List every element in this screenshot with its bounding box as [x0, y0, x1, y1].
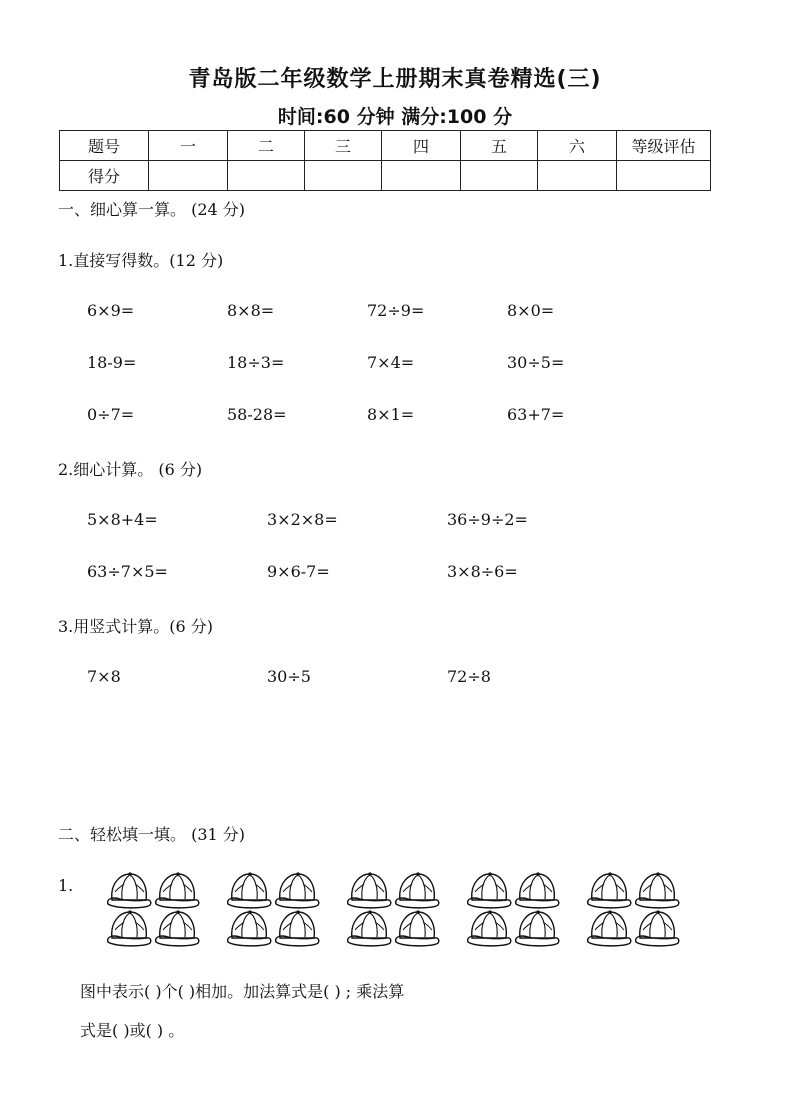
- cap-icon: [396, 910, 439, 945]
- problem: 7×8: [87, 667, 121, 686]
- score-cell[interactable]: [617, 161, 711, 191]
- table-cell: 题号: [60, 131, 149, 161]
- cap-icon: [636, 872, 679, 907]
- cap-group: [104, 870, 208, 950]
- cap-group: [584, 870, 688, 950]
- problem: 36÷9÷2=: [447, 510, 528, 529]
- problem: 30÷5=: [507, 353, 565, 372]
- cap-icon: [348, 872, 391, 907]
- problem: 8×8=: [227, 301, 275, 320]
- table-cell: 得分: [60, 161, 149, 191]
- table-cell: 四: [382, 131, 461, 161]
- cap-icon: [276, 872, 319, 907]
- problem: 63+7=: [507, 405, 565, 424]
- cap-icon: [636, 910, 679, 945]
- problem: 8×1=: [367, 405, 415, 424]
- cap-icon: [228, 910, 271, 945]
- cap-group: [464, 870, 568, 950]
- problem: 63÷7×5=: [87, 562, 168, 581]
- problem: 6×9=: [87, 301, 135, 320]
- problem: 72÷8: [447, 667, 491, 686]
- score-table-header-row: [60, 131, 711, 161]
- section-heading: 一、细心算一算。 (24 分): [58, 200, 246, 219]
- fill-in-line: 式是( )或( ) 。: [80, 1021, 185, 1040]
- cap-icon: [588, 910, 631, 945]
- exam-info: 时间:60 分钟 满分:100 分: [277, 106, 513, 128]
- table-cell: 等级评估: [617, 131, 711, 161]
- problem: 3×8÷6=: [447, 562, 518, 581]
- cap-group: [224, 870, 328, 950]
- cap-icon: [588, 872, 631, 907]
- problem: 7×4=: [367, 353, 415, 372]
- table-cell: 六: [538, 131, 617, 161]
- score-cell[interactable]: [538, 161, 617, 191]
- cap-icon: [348, 910, 391, 945]
- part-heading: 3.用竖式计算。(6 分): [58, 617, 214, 636]
- score-table: [59, 130, 711, 191]
- problem: 18÷3=: [227, 353, 285, 372]
- table-cell: 二: [228, 131, 305, 161]
- cap-icon: [156, 872, 199, 907]
- problem: 3×2×8=: [267, 510, 338, 529]
- problem: 58-28=: [227, 405, 287, 424]
- table-cell: 五: [461, 131, 538, 161]
- problem: 18-9=: [87, 353, 137, 372]
- score-cell[interactable]: [149, 161, 228, 191]
- cap-icon: [468, 872, 511, 907]
- cap-icon: [276, 910, 319, 945]
- cap-icon: [108, 910, 151, 945]
- cap-icon: [108, 872, 151, 907]
- problem: 72÷9=: [367, 301, 425, 320]
- section-heading: 二、轻松填一填。 (31 分): [58, 825, 246, 844]
- problem: 5×8+4=: [87, 510, 158, 529]
- problem: 30÷5: [267, 667, 311, 686]
- part-heading: 1.直接写得数。(12 分): [58, 251, 224, 270]
- cap-icon: [228, 872, 271, 907]
- fill-in-line: 图中表示( )个( )相加。加法算式是( ) ; 乘法算: [80, 982, 405, 1001]
- score-cell[interactable]: [228, 161, 305, 191]
- cap-icon: [156, 910, 199, 945]
- question-number: 1.: [58, 876, 74, 895]
- problem: 0÷7=: [87, 405, 135, 424]
- problem: 8×0=: [507, 301, 555, 320]
- cap-icon: [396, 872, 439, 907]
- score-table-score-row: [60, 161, 711, 191]
- score-cell[interactable]: [461, 161, 538, 191]
- cap-icon: [468, 910, 511, 945]
- part-heading: 2.细心计算。 (6 分): [58, 460, 203, 479]
- score-cell[interactable]: [382, 161, 461, 191]
- table-cell: 一: [149, 131, 228, 161]
- cap-group: [344, 870, 448, 950]
- page-title: 青岛版二年级数学上册期末真卷精选(三): [188, 67, 602, 92]
- cap-icon: [516, 872, 559, 907]
- score-cell[interactable]: [305, 161, 382, 191]
- problem: 9×6-7=: [267, 562, 330, 581]
- table-cell: 三: [305, 131, 382, 161]
- cap-icon: [516, 910, 559, 945]
